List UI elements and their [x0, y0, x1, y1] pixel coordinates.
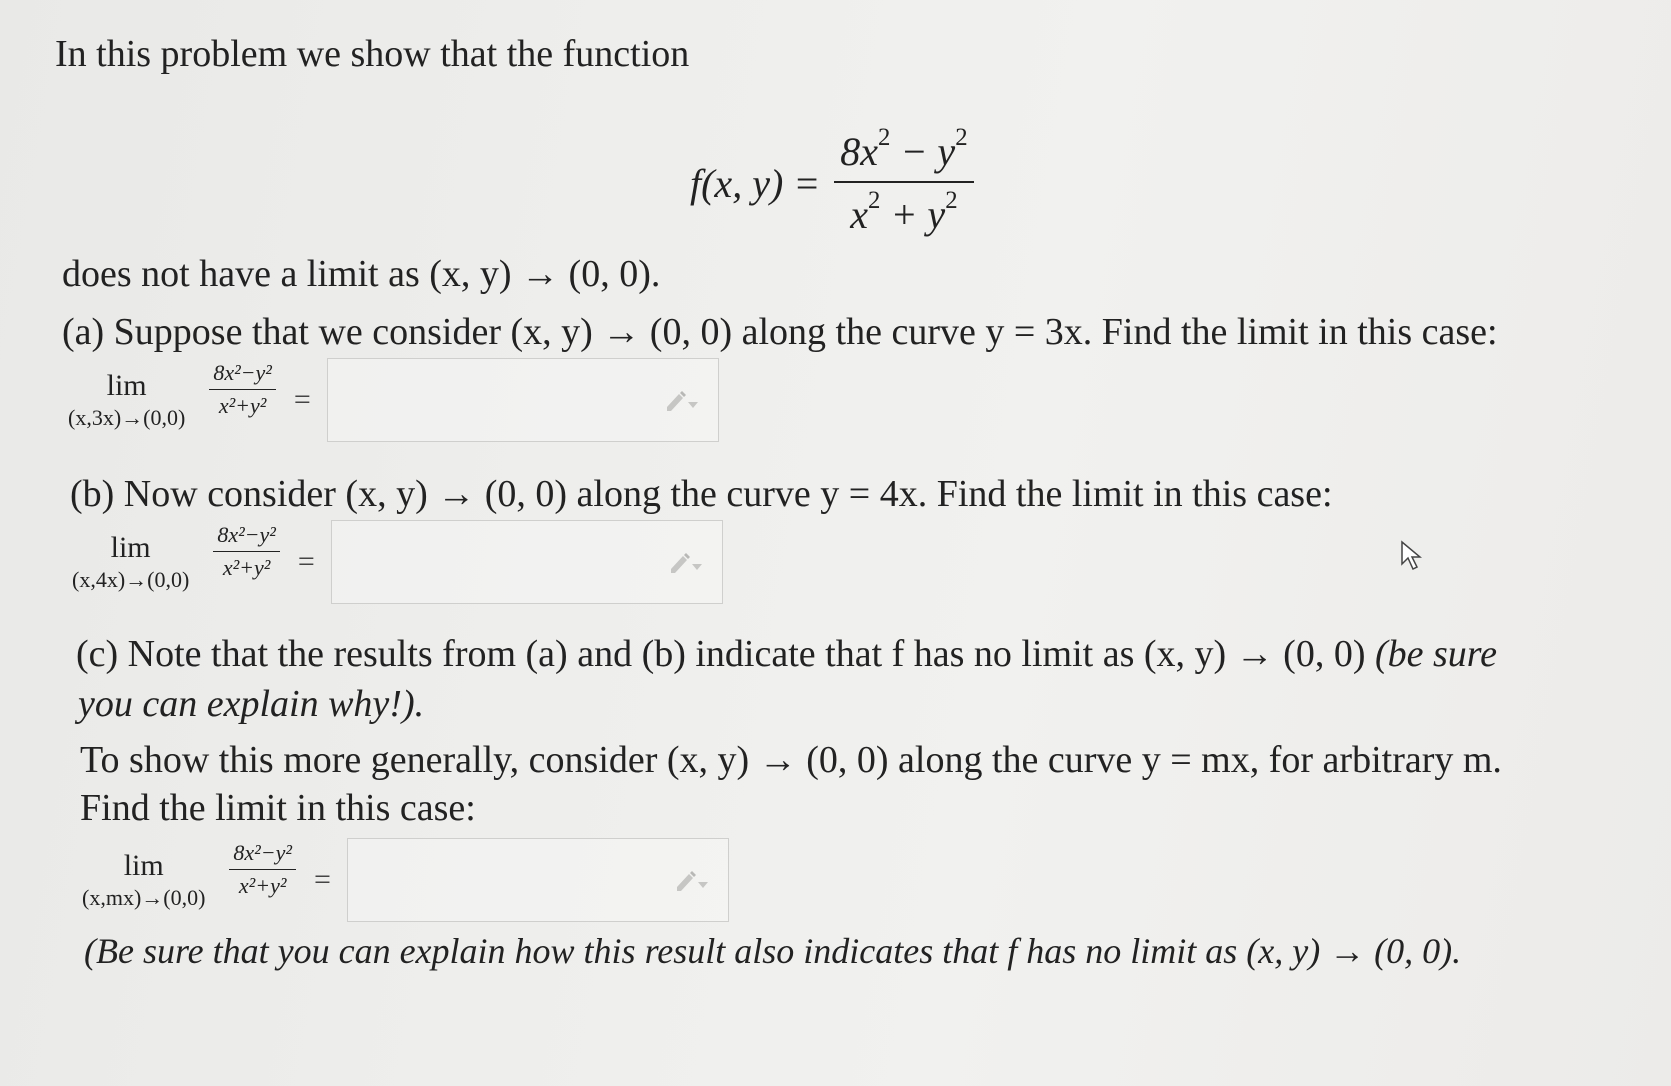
part-c-general-text: To show this more generally, consider (x, y) → (0, 0) along the curve y = mx, for arbitrary m. [80, 739, 1502, 781]
equals-sign: = [297, 545, 315, 578]
limit-fraction: $\frac{\text{8x²−y²}}{\text{x²+y²}}$ [229, 840, 296, 899]
limit-subscript: (x,4x)→(0,0) [72, 567, 190, 592]
part-a-limit [68, 358, 719, 442]
function-denominator: $x^2 + y^2$ [850, 187, 958, 237]
pencil-dropdown-icon[interactable] [674, 867, 710, 893]
pencil-dropdown-icon[interactable] [664, 387, 700, 413]
part-c-answer-input[interactable] [347, 838, 729, 922]
limit-operator: lim (x,4x)→(0,0) [72, 531, 190, 592]
mouse-cursor-icon [1400, 540, 1422, 572]
function-definition [690, 124, 974, 238]
equals-sign: = [314, 863, 331, 896]
part-a-text: (a) Suppose that we consider (x, y) → (0, 0) along the curve y = 3x. Find the limit in this case: [62, 311, 1498, 353]
limit-subscript: (x,mx)→(0,0) [82, 885, 206, 910]
part-c-text: (c) Note that the results from (a) and (b) indicate that f has no limit as (x, y) → (0, 0) (be sure [76, 633, 1498, 675]
pencil-dropdown-icon[interactable] [668, 549, 704, 575]
part-c-explain-note: you can explain why!). [78, 683, 425, 725]
part-b-answer-input[interactable] [331, 520, 723, 604]
part-c-limit [82, 838, 729, 922]
limit-fraction: $\frac{\text{8x²−y²}}{\text{x²+y²}}$ [209, 360, 276, 419]
no-limit-statement: does not have a limit as (x, y) → (0, 0). [62, 253, 661, 295]
part-a-answer-input[interactable] [327, 358, 719, 442]
part-c-find-limit: Find the limit in this case: [80, 787, 476, 829]
limit-fraction: $\frac{\text{8x²−y²}}{\text{x²+y²}}$ [213, 522, 280, 581]
equals-sign: = [293, 383, 311, 416]
part-b-limit [72, 520, 723, 604]
limit-subscript: (x,3x)→(0,0) [68, 405, 186, 430]
limit-operator: lim (x,mx)→(0,0) [82, 849, 206, 910]
function-fraction [834, 124, 973, 238]
intro-text: In this problem we show that the function [55, 33, 690, 75]
part-b-text: (b) Now consider (x, y) → (0, 0) along the curve y = 4x. Find the limit in this case: [70, 473, 1333, 515]
function-numerator: $8x^2 - y^2$ [834, 128, 973, 183]
limit-operator: lim (x,3x)→(0,0) [68, 369, 186, 430]
closing-note: (Be sure that you can explain how this result also indicates that f has no limit as (x, y) → (0, 0). [84, 931, 1462, 971]
function-lhs: f(x, y) = [690, 160, 821, 206]
